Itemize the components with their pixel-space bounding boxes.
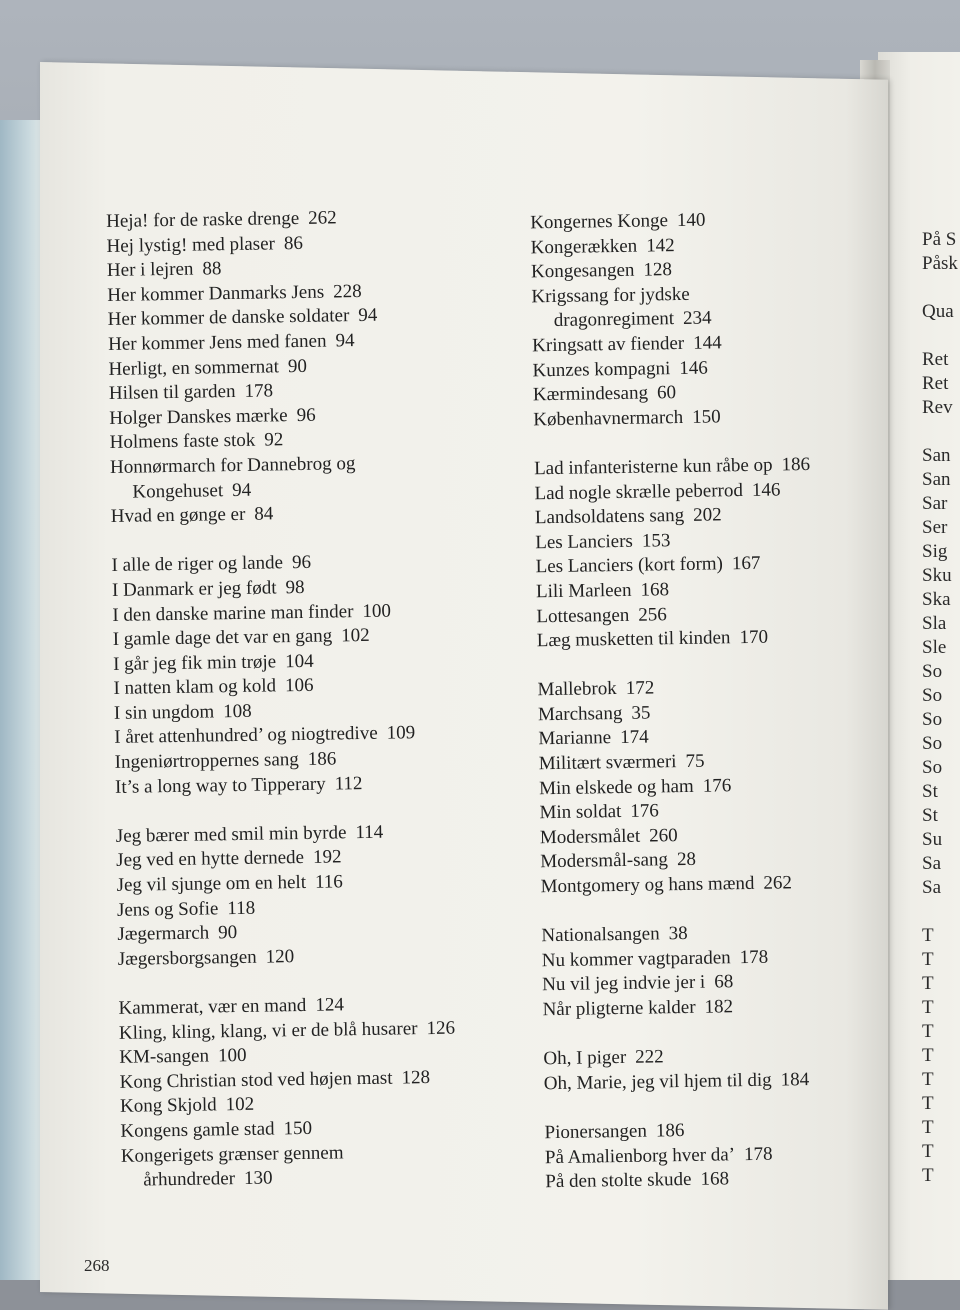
facing-page-fragment: Sla bbox=[922, 613, 947, 634]
entry-page-number: 256 bbox=[638, 603, 667, 626]
entry-title: Hilsen til garden bbox=[108, 381, 236, 405]
index-entry bbox=[121, 1162, 541, 1193]
entry-title: Ingeniørtroppernes sang bbox=[114, 749, 299, 773]
facing-page-fragment: San bbox=[922, 445, 951, 466]
entry-page-number: 35 bbox=[631, 702, 651, 724]
facing-page-fragment: På S bbox=[922, 229, 957, 250]
facing-page-fragment: T bbox=[922, 973, 934, 994]
entry-page-number: 182 bbox=[704, 996, 734, 1018]
entry-title: Oh, I piger bbox=[543, 1047, 627, 1070]
facing-page-fragment: Rev bbox=[922, 397, 953, 418]
entry-page-number: 184 bbox=[780, 1068, 810, 1091]
entry-page-number: 128 bbox=[643, 259, 673, 281]
entry-title: århundreder bbox=[143, 1168, 236, 1191]
entry-page-number: 186 bbox=[307, 748, 337, 770]
entry-title: Holger Danskes mærke bbox=[109, 404, 288, 429]
entry-page-number: 146 bbox=[751, 478, 781, 501]
facing-page-fragment: Ser bbox=[922, 517, 948, 538]
entry-title: Holmens faste stok bbox=[109, 430, 256, 454]
entry-title: Krigssang for jydske bbox=[531, 283, 690, 308]
entry-page-number: 234 bbox=[682, 307, 712, 330]
entry-page-number: 130 bbox=[243, 1167, 273, 1190]
entry-title: Her kommer Jens med fanen bbox=[107, 330, 327, 355]
entry-title: Lad infanteristerne kun råbe op bbox=[533, 454, 773, 480]
entry-page-number: 176 bbox=[630, 800, 659, 823]
entry-page-number: 120 bbox=[265, 945, 295, 968]
facing-page-fragment: San bbox=[922, 469, 951, 490]
entry-title: Mallebrok bbox=[537, 678, 617, 701]
entry-title: Kunzes kompagni bbox=[532, 357, 671, 381]
entry-title: Jægersborgsangen bbox=[117, 946, 257, 970]
entry-page-number: 100 bbox=[362, 600, 392, 622]
facing-page-fragment: So bbox=[922, 685, 943, 706]
entry-title: I Danmark er jeg født bbox=[111, 577, 277, 601]
entry-title: Les Lanciers (kort form) bbox=[535, 553, 724, 578]
facing-page-fragment: T bbox=[922, 1141, 934, 1162]
entry-title: Lottesangen bbox=[536, 604, 630, 627]
entry-page-number: 116 bbox=[314, 871, 343, 893]
entry-title: Jens og Sofie bbox=[116, 897, 219, 921]
entry-title: Jeg bærer med smil min byrde bbox=[115, 822, 347, 847]
facing-page-fragment: Sa bbox=[922, 877, 941, 898]
page-number: 268 bbox=[84, 1256, 110, 1275]
facing-page-fragment: Ska bbox=[922, 589, 951, 610]
entry-title: It’s a long way to Tipperary bbox=[114, 773, 326, 798]
entry-page-number: 112 bbox=[334, 772, 363, 795]
facing-page-fragment: Sku bbox=[922, 565, 952, 586]
entry-page-number: 104 bbox=[284, 650, 314, 672]
entry-title: KM-sangen bbox=[119, 1045, 210, 1069]
facing-page-fragment: So bbox=[922, 661, 943, 682]
entry-title: I sin ungdom bbox=[113, 701, 215, 724]
entry-title: Nu vil jeg indvie jer i bbox=[542, 972, 706, 996]
entry-page-number: 90 bbox=[218, 922, 238, 944]
entry-page-number: 167 bbox=[731, 553, 761, 575]
entry-page-number: 96 bbox=[296, 404, 316, 426]
entry-page-number: 94 bbox=[335, 330, 355, 352]
entry-title: Min elskede og ham bbox=[538, 775, 694, 799]
entry-page-number: 168 bbox=[700, 1168, 730, 1190]
entry-title: Honnørmarch for Dannebrog og bbox=[109, 453, 356, 478]
entry-title: Nu kommer vagtparaden bbox=[541, 947, 731, 972]
entry-page-number: 260 bbox=[648, 824, 678, 847]
facing-page-fragment: T bbox=[922, 949, 934, 970]
entry-title: Kongens gamle stad bbox=[120, 1118, 275, 1142]
entry-page-number: 144 bbox=[692, 332, 722, 354]
entry-page-number: 38 bbox=[668, 923, 688, 945]
entry-page-number: 88 bbox=[202, 258, 222, 280]
entry-title: På den stolte skude bbox=[545, 1169, 692, 1193]
facing-page-fragment: So bbox=[922, 757, 943, 778]
entry-page-number: 60 bbox=[656, 382, 677, 404]
entry-title: Herligt, en sommernat bbox=[108, 355, 280, 380]
entry-title: Min soldat bbox=[539, 801, 622, 824]
entry-title: I alle de riger og lande bbox=[111, 552, 284, 577]
facing-page-fragment: T bbox=[922, 925, 934, 946]
entry-page-number: 68 bbox=[714, 971, 734, 993]
entry-title: Kærmindesang bbox=[532, 382, 649, 406]
index-entry bbox=[545, 1164, 925, 1195]
entry-title: Kongerækken bbox=[530, 235, 638, 258]
entry-page-number: 174 bbox=[620, 727, 649, 749]
entry-page-number: 170 bbox=[739, 626, 769, 649]
entry-title: Marianne bbox=[538, 727, 612, 750]
entry-page-number: 186 bbox=[781, 453, 811, 476]
entry-page-number: 126 bbox=[426, 1017, 456, 1039]
entry-title: I året attenhundred’ og niogtredive bbox=[114, 723, 378, 749]
facing-page-fragment: Su bbox=[922, 829, 943, 850]
entry-title: Lili Marleen bbox=[535, 579, 632, 603]
entry-title: Montgomery og hans mænd bbox=[540, 872, 755, 898]
entry-page-number: 86 bbox=[283, 232, 304, 254]
entry-page-number: 140 bbox=[676, 209, 706, 232]
entry-title: Her kommer Danmarks Jens bbox=[107, 281, 325, 306]
entry-page-number: 178 bbox=[739, 946, 769, 968]
entry-title: Her i lejren bbox=[106, 258, 194, 282]
entry-title: I gamle dage det var en gang bbox=[112, 625, 333, 651]
entry-title: Kongernes Konge bbox=[530, 210, 669, 234]
entry-page-number: 172 bbox=[625, 677, 655, 700]
entry-page-number: 100 bbox=[217, 1045, 247, 1067]
facing-page-fragment: T bbox=[922, 1045, 934, 1066]
facing-page-fragment: Sig bbox=[922, 541, 948, 562]
entry-title: Jægermarch bbox=[117, 922, 210, 946]
entry-page-number: 142 bbox=[646, 234, 675, 257]
entry-page-number: 150 bbox=[691, 406, 721, 428]
entry-title: Kong Skjold bbox=[119, 1094, 217, 1118]
entry-page-number: 222 bbox=[635, 1046, 664, 1068]
entry-title: Kringsatt av fiender bbox=[532, 332, 685, 357]
entry-page-number: 178 bbox=[244, 380, 274, 403]
facing-page-fragment: So bbox=[922, 733, 943, 754]
entry-title: Kongehuset bbox=[132, 479, 224, 503]
entry-title: Modersmål-sang bbox=[540, 849, 669, 873]
entry-page-number: 84 bbox=[254, 503, 274, 525]
entry-title: Pionersangen bbox=[544, 1120, 648, 1144]
entry-title: Læg musketten til kinden bbox=[536, 627, 731, 652]
entry-title: Kongesangen bbox=[530, 259, 635, 283]
entry-title: dragonregiment bbox=[553, 308, 675, 332]
facing-page-fragment: T bbox=[922, 1069, 934, 1090]
entry-title: Når pligterne kalder bbox=[542, 996, 696, 1021]
entry-title: Hvad en gønge er bbox=[110, 503, 246, 528]
entry-page-number: 102 bbox=[341, 625, 370, 647]
facing-page-fragment: Ret bbox=[922, 349, 949, 370]
entry-page-number: 150 bbox=[283, 1117, 313, 1140]
entry-page-number: 106 bbox=[284, 675, 314, 697]
entry-page-number: 90 bbox=[287, 355, 308, 377]
entry-page-number: 168 bbox=[640, 579, 670, 601]
entry-title: Her kommer de danske soldater bbox=[107, 305, 350, 331]
entry-title: Modersmålet bbox=[539, 825, 641, 849]
facing-page-fragment: Ret bbox=[922, 373, 949, 394]
entry-title: Jeg vil sjunge om en helt bbox=[116, 871, 307, 896]
entry-title: Heja! for de raske drenge bbox=[106, 207, 300, 232]
entry-page-number: 146 bbox=[679, 357, 708, 379]
facing-page-fragment: T bbox=[922, 1093, 934, 1114]
entry-page-number: 94 bbox=[358, 305, 378, 327]
facing-page-fragment: T bbox=[922, 1021, 934, 1042]
facing-page-fragment: Qua bbox=[922, 301, 954, 322]
entry-page-number: 178 bbox=[743, 1143, 773, 1165]
entry-page-number: 262 bbox=[308, 207, 337, 229]
entry-title: Les Lanciers bbox=[535, 530, 634, 554]
entry-title: Marchsang bbox=[537, 702, 623, 726]
facing-page-fragment: Sle bbox=[922, 637, 947, 658]
facing-page-fragment: Sar bbox=[922, 493, 948, 514]
entry-title: I den danske marine man finder bbox=[112, 600, 354, 626]
facing-page-fragment: T bbox=[922, 1165, 934, 1186]
facing-page-fragment: Sa bbox=[922, 853, 941, 874]
entry-page-number: 176 bbox=[702, 774, 732, 797]
entry-title: Kammerat, vær en mand bbox=[118, 994, 307, 1019]
entry-page-number: 108 bbox=[223, 700, 252, 723]
entry-page-number: 124 bbox=[315, 994, 345, 1016]
entry-title: I natten klam og kold bbox=[113, 675, 277, 700]
entry-title: Kling, kling, klang, vi er de blå husarer bbox=[118, 1017, 418, 1044]
facing-page-fragment: So bbox=[922, 709, 943, 730]
index-column-right bbox=[530, 205, 925, 1195]
entry-page-number: 98 bbox=[285, 576, 305, 599]
entry-page-number: 202 bbox=[693, 504, 722, 526]
facing-page-fragment: St bbox=[922, 805, 938, 826]
facing-page-fragment: T bbox=[922, 997, 934, 1018]
entry-page-number: 92 bbox=[264, 429, 284, 451]
entry-title: Militært sværmeri bbox=[538, 751, 677, 775]
index-column-left bbox=[106, 203, 541, 1193]
entry-title: På Amalienborg hver da’ bbox=[544, 1143, 736, 1168]
entry-page-number: 153 bbox=[641, 529, 671, 552]
entry-page-number: 114 bbox=[355, 821, 384, 844]
entry-page-number: 228 bbox=[333, 280, 362, 303]
entry-page-number: 96 bbox=[291, 552, 312, 574]
entry-title: Nationalsangen bbox=[541, 923, 660, 947]
entry-title: Kongerigets grænser gennem bbox=[120, 1141, 344, 1167]
entry-page-number: 28 bbox=[676, 849, 697, 871]
entry-page-number: 128 bbox=[401, 1066, 431, 1089]
facing-page-fragment: T bbox=[922, 1117, 934, 1138]
entry-title: I går jeg fik min trøje bbox=[112, 651, 277, 675]
facing-page-fragment: Påsk bbox=[922, 253, 958, 274]
entry-page-number: 102 bbox=[225, 1094, 255, 1116]
entry-title: Hej lystig! med plaser bbox=[106, 232, 276, 257]
entry-title: Københavnermarch bbox=[533, 406, 684, 431]
index-columns bbox=[106, 198, 882, 1210]
entry-title: Lad nogle skrælle peberrod bbox=[534, 479, 744, 504]
entry-title: Jeg ved en hytte dernede bbox=[116, 847, 305, 872]
entry-page-number: 186 bbox=[655, 1119, 685, 1142]
entry-page-number: 262 bbox=[763, 872, 793, 894]
entry-page-number: 94 bbox=[232, 479, 252, 501]
entry-page-number: 75 bbox=[685, 750, 705, 773]
entry-title: Kong Christian stod ved højen mast bbox=[119, 1067, 393, 1093]
entry-title: Landsoldatens sang bbox=[534, 505, 685, 529]
entry-title: Oh, Marie, jeg vil hjem til dig bbox=[543, 1069, 772, 1095]
entry-page-number: 118 bbox=[227, 897, 256, 919]
entry-page-number: 109 bbox=[386, 722, 416, 745]
facing-page-fragment: St bbox=[922, 781, 938, 802]
entry-page-number: 192 bbox=[312, 846, 342, 869]
